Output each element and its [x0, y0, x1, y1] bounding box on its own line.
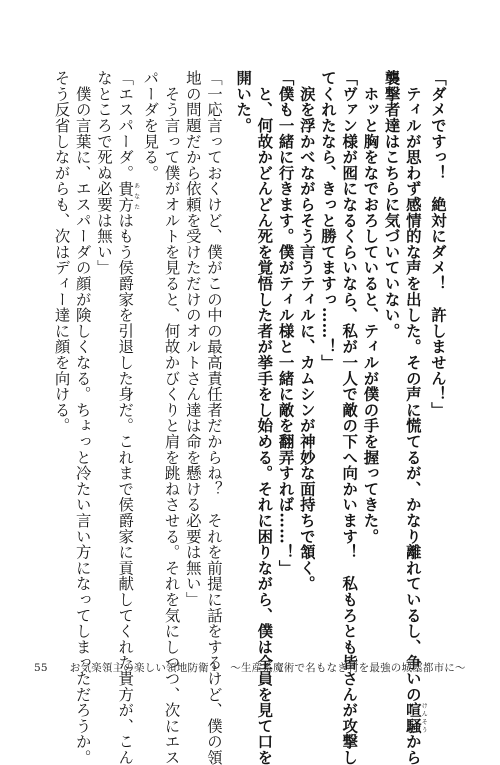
- text-line: 涙を浮かべながらそう言うティルに、カムシンが神妙な面持ちで頷く。: [297, 70, 316, 592]
- text-line: そう言って僕がオルトを見ると、何故かびくりと肩を跳ねさせる。それを気にしつつ、次にエス: [162, 70, 181, 765]
- page-footer: [34, 660, 466, 675]
- ruby-reading: けんそう: [420, 702, 428, 734]
- text-line: 僕の言葉に、エスパーダの顔が険しくなる。ちょっと冷たい言い方になってしまっただろうか。: [73, 70, 92, 765]
- text-line-segment: はもう侯爵家を引退した身だ。これまで侯爵家に貢献してくれた貴方が、こん: [116, 212, 135, 765]
- ruby-base: 喧騒: [403, 702, 422, 734]
- ruby-reading: あなた: [132, 180, 140, 213]
- page-number: 55: [34, 662, 48, 674]
- text-line: ホッと胸をなでおろしていると、ティルが僕の手を握ってきた。: [361, 70, 380, 544]
- text-line: 地の問題だから依頼を受けただけのオルトさん達は命を懸ける必要は無い」: [183, 70, 202, 608]
- text-line: ティルが思わず感情的な声を出した。その声に慌てるが、かなり離れているし、争いの喧騒けんそうから: [403, 70, 428, 765]
- text-line: 「エスパーダ。貴方あなたはもう侯爵家を引退した身だ。これまで侯爵家に貢献してくれた貴方が、こん: [116, 70, 140, 765]
- text-line: 開いた。: [234, 70, 253, 134]
- text-line: 「ダメですっ！ 絶対にダメ！ 許しません！」: [429, 70, 447, 418]
- text-line: パーダを見る。: [141, 70, 160, 181]
- paragraph-gap: [224, 70, 232, 645]
- text-line: と、何故かどんどん死を覚悟した者が挙手をし始める。それに困りながら、僕は全員を見て口を: [255, 70, 274, 765]
- ruby-base: 貴方: [116, 180, 135, 213]
- ruby-word: [116, 180, 140, 213]
- text-line: そう反省しながらも、次はディー達に顔を向ける。: [52, 70, 71, 434]
- text-line: 「ヴァン様が囮になるくらいなら、私が一人で敵の下へ向かいます！ 私もろとも皆さんが攻撃し: [340, 70, 359, 765]
- text-line-segment: ティルが思わず感情的な声を出した。その声に慌てるが、かなり離れているし、争いの: [403, 70, 422, 702]
- text-line: 「僕も一緒に行きます。僕がティル様と一緒に敵を翻弄すれば……！」: [276, 70, 295, 576]
- book-title: お気楽領主の楽しい領地防衛１ ～生産系魔術で名もなき村を最強の城塞都市に～: [69, 662, 466, 674]
- text-line: なところで死ぬ必要は無い」: [94, 70, 113, 276]
- text-line: 襲撃者達はこちらに気づいていない。: [382, 70, 401, 339]
- text-line: てくれたなら、きっと勝てますっ……！」: [318, 70, 337, 371]
- ruby-word: [403, 702, 428, 734]
- text-line: 「一応言っておくけど、僕がこの中の最高責任者だからね？ それを前提に話をするけど、僕の領: [204, 70, 223, 765]
